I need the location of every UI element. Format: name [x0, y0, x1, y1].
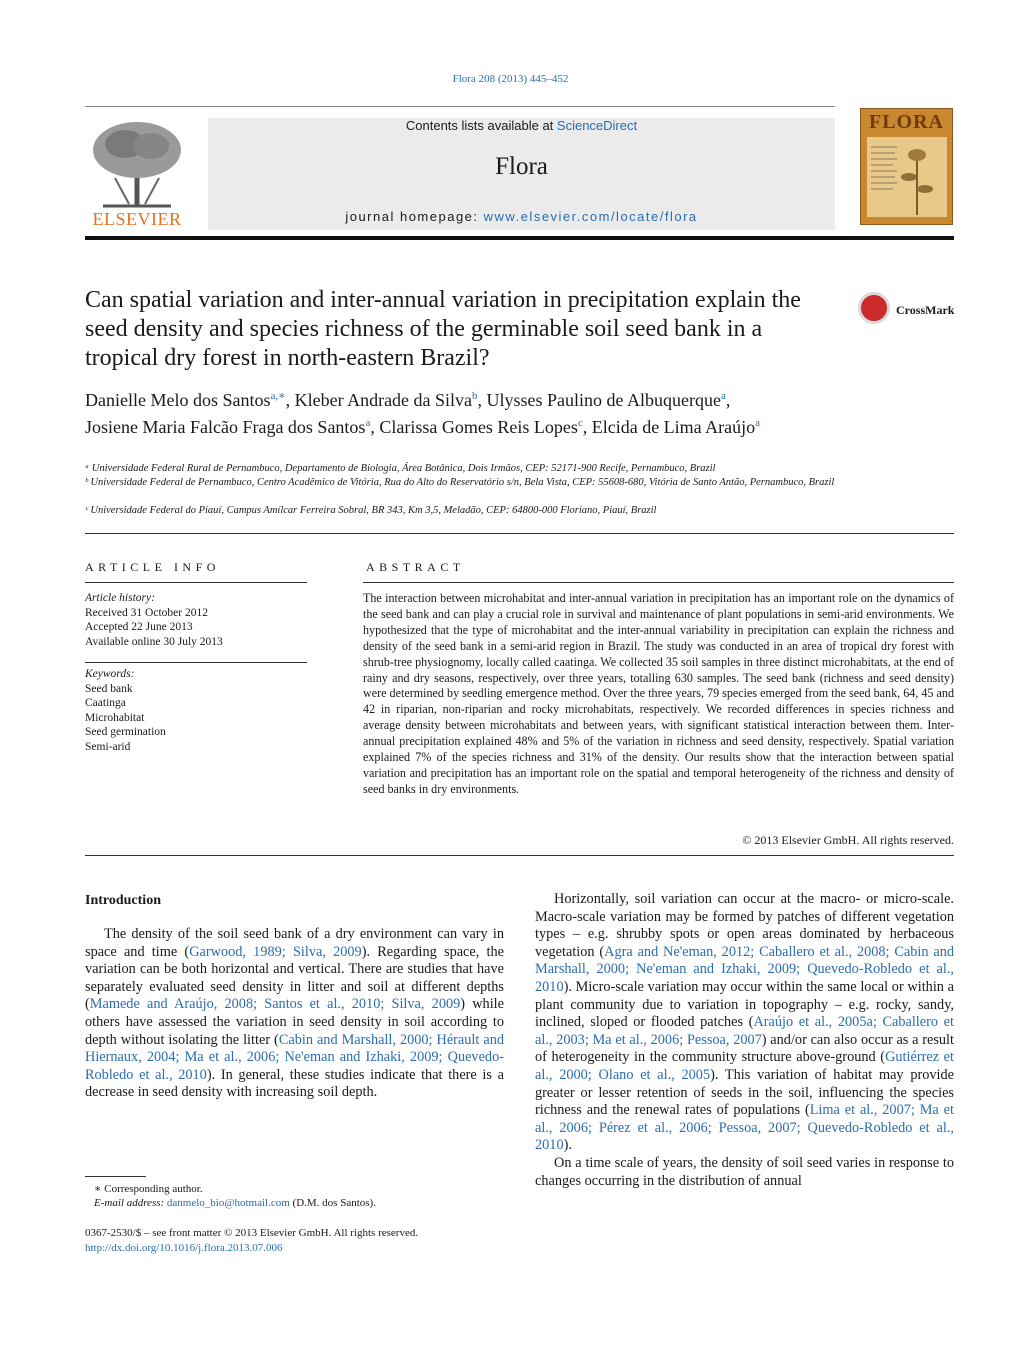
journal-citation[interactable]: Flora 208 (2013) 445–452 [452, 73, 569, 85]
author[interactable] [85, 390, 286, 410]
citation-link[interactable]: Cabin and Marshall, 2000; Hérault and Hiernaux, 2004; Ma et al., 2006; Ne'eman and Izhaki, 2009; Quevedo-Robledo et al., 2010 [85, 1031, 504, 1083]
author[interactable] [379, 417, 582, 437]
keyword: Seed germination [85, 726, 166, 738]
doi-link[interactable]: http://dx.doi.org/10.1016/j.flora.2013.07.006 [85, 1242, 283, 1254]
author-affil-mark[interactable]: c [577, 416, 583, 429]
citation-link[interactable]: Araújo et al., 2005a; Caballero et al., 2003; Ma et al., 2006; Pessoa, 2007 [535, 1014, 954, 1048]
footnote-rule [85, 1176, 146, 1177]
citation-link[interactable]: Agra and Ne'eman, 2012; Caballero et al., 2008; Cabin and Marshall, 2000; Ne'eman and Izhaki, 2009; Quevedo-Robledo et al., 2010 [535, 943, 954, 995]
author-name: Clarissa Gomes Reis Lopes [379, 416, 578, 437]
homepage-link[interactable]: www.elsevier.com/locate/flora [483, 209, 698, 224]
journal-homepage [208, 209, 835, 224]
author-affil-mark[interactable]: a,∗ [270, 390, 286, 402]
intro-paragraph-2 [535, 891, 954, 1155]
journal-title: Flora [495, 153, 548, 180]
corresponding-author-note [94, 1182, 514, 1210]
cover-illustration [867, 137, 947, 217]
keyword: Caatinga [85, 697, 126, 709]
article-history [85, 591, 307, 649]
crossmark-label: CrossMark [896, 303, 955, 317]
author-list [85, 385, 845, 438]
affiliation-a: ᵃ Universidade Federal Rural de Pernambuco, Departamento de Biologia, Área Botânica, Dois Irmãos, CEP: 52171-900 Recife, Pernambuco, Brazil [85, 463, 716, 474]
author[interactable] [487, 390, 726, 410]
author-separator: , [370, 416, 380, 437]
received-date: Received 31 October 2012 [85, 606, 208, 619]
accepted-date: Accepted 22 June 2013 [85, 621, 193, 633]
crossmark-icon [858, 292, 890, 324]
issn-line: 0367-2530/$ – see front matter © 2013 Elsevier GmbH. All rights reserved. [85, 1227, 419, 1239]
abstract-heading: ABSTRACT [366, 560, 465, 574]
author-affil-mark[interactable]: a [721, 390, 726, 402]
text-run: ). Micro-scale variation may occur within the same local or within a plant community due to variation in topography – e.g. rocky, sandy, inclined, sloped or flooded patches ( [535, 978, 954, 1031]
citation-link[interactable]: Mamede and Araújo, 2008; Santos et al., 2010; Silva, 2009 [89, 996, 461, 1013]
text-run: ). [563, 1137, 572, 1154]
crossmark-badge[interactable] [858, 291, 958, 331]
text-run: ) while others have assessed the variation in seed density in soil according to depth without isolating the litter ( [85, 996, 504, 1048]
author[interactable] [85, 417, 370, 437]
intro-right-column [535, 891, 954, 1190]
article-title: Can spatial variation and inter-annual variation in precipitation explain the seed density and species richness of the germinable soil seed bank in a tropical dry forest in north-eastern Brazil? [85, 287, 801, 371]
history-label: Article history: [85, 592, 155, 604]
sciencedirect-link[interactable]: ScienceDirect [556, 118, 638, 133]
section-heading-introduction: Introduction [85, 893, 161, 908]
affiliation-rule [85, 533, 954, 534]
abstract-copyright: © 2013 Elsevier GmbH. All rights reserved. [742, 833, 954, 847]
text-run: ). This variation of habitat may provide greater or lesser retention of seeds in the soil, influencing the species richness and the renewal rates of populations ( [535, 1066, 954, 1119]
citation-link[interactable]: Lima et al., 2007; Ma et al., 2006; Pérez et al., 2006; Pessoa, 2007; Quevedo-Robledo et al., 2010 [535, 1102, 954, 1154]
corresponding-label: ∗ Corresponding author. [94, 1183, 203, 1195]
author-affil-mark[interactable]: b [472, 390, 478, 402]
intro-paragraph-1 [85, 926, 504, 1102]
text-run: On a time scale of years, the density of soil seed varies in response to changes occurring in the distribution of annual [535, 1154, 954, 1189]
author-separator: , [582, 416, 592, 437]
author-name: Danielle Melo dos Santos [85, 390, 271, 410]
text-run: The density of the soil seed bank of a dry environment can vary in space and time ( [85, 926, 504, 960]
text-run: ). In general, these studies indicate that there is a decrease in seed density with increasing soil depth. [85, 1066, 504, 1101]
keywords-label: Keywords: [85, 668, 135, 680]
author[interactable] [295, 390, 478, 410]
abstract-text: The interaction between microhabitat and inter-annual variation in precipitation has an important role on the dynamics of the seed bank and can play a crucial role in survival and maintenance of plant populations in semi-arid environments. We hypothesized that the type of microhabitat and the inter-annual variability in precipitation can explain the richness and density of the seed bank in a semi-arid region in Brazil. The study was conducted in an area of tropical dry forest with shrub-tree physiognomy, locally called caatinga. We collected 35 soil samples in three distinct microhabitats, at the end of rainy and dry seasons, respectively, over three years, totalling 630 samples. The seed bank (richness and seed density) were determined by seedling emergence method. Over the three years, 79 species emerged from the seed bank, 64, 45 and 42 in riparian, non-riparian and rocky microhabitats, respectively. We recorded differences in species richness and average density between microhabitats and between years, with significant statistical interaction between them. Inter-annual precipitation explained 48% and 5% of the variation in richness and seed density, respectively. Spatial variation explained 7% of the species richness and 31% of the density. Our results show that the interaction between spatial variation and precipitation has an important role on the spatial and temporal heterogeneity of the richness and density of seed banks in dry environments. [363, 591, 954, 796]
text-run: Horizontally, soil variation can occur at the macro- or micro-scale. Macro-scale variation may be formed by patches of different vegetation types – e.g. shrubby spots or open areas dominated by herbaceous vegetation ( [535, 891, 954, 960]
email-line [94, 1196, 514, 1210]
keywords-rule [85, 662, 307, 663]
affiliation-b: ᵇ Universidade Federal de Pernambuco, Centro Acadêmico de Vitória, Rua do Alto do Reservatório s/n, Bela Vista, CEP: 55608-680, Vitória de Santo Antão, Pernambuco, Brazil [85, 477, 835, 488]
author-name: Josiene Maria Falcão Fraga dos Santos [85, 416, 366, 437]
plant-illustration-icon [867, 137, 947, 217]
homepage-prefix: journal homepage: [345, 209, 484, 224]
contents-prefix: Contents lists available at [405, 118, 557, 133]
header-thick-rule [85, 236, 954, 240]
author-affil-mark[interactable]: a [365, 416, 371, 429]
author-separator: , [725, 390, 731, 410]
publisher-name: ELSEVIER [92, 209, 182, 229]
keyword: Seed bank [85, 682, 133, 695]
elsevier-tree-icon [85, 118, 189, 210]
email-label: E-mail address: [94, 1197, 167, 1209]
author[interactable] [592, 417, 760, 437]
online-date: Available online 30 July 2013 [85, 635, 223, 648]
elsevier-logo[interactable] [85, 118, 189, 230]
text-run: ). Regarding space, the variation can be both horizontal and vertical. There are studies that have separately evaluated seed density in litter and soil at different depths ( [85, 943, 504, 1013]
author-name: Elcida de Lima Araújo [591, 416, 756, 437]
article-info-heading: ARTICLE INFO [85, 560, 220, 574]
citation-link[interactable]: Garwood, 1989; Silva, 2009 [189, 943, 362, 960]
author-separator: , [477, 390, 487, 410]
email-link[interactable]: danmelo_bio@hotmail.com [166, 1197, 290, 1209]
article-info-rule [85, 582, 307, 583]
abstract-rule [363, 582, 954, 583]
keywords-block [85, 667, 307, 754]
intro-left-column [85, 926, 504, 1102]
cover-title: FLORA [869, 111, 944, 133]
author-name: Kleber Andrade da Silva [294, 390, 473, 410]
author-separator: , [285, 390, 295, 410]
text-run: ) and/or can also occur as a result of heterogeneity in the community structure above-ground ( [535, 1031, 954, 1066]
keyword: Semi-arid [85, 740, 131, 753]
journal-cover[interactable] [860, 108, 953, 225]
header-rule [85, 106, 835, 107]
email-suffix: (D.M. dos Santos). [289, 1197, 376, 1209]
keyword: Microhabitat [85, 711, 145, 724]
abstract-bottom-rule [85, 855, 954, 856]
intro-paragraph-3 [535, 1155, 954, 1190]
author-affil-mark[interactable]: a [755, 416, 761, 429]
citation-link[interactable]: Gutiérrez et al., 2000; Olano et al., 2005 [535, 1049, 954, 1083]
author-name: Ulysses Paulino de Albuquerque [486, 390, 722, 410]
affiliation-c: ᶜ Universidade Federal do Piauí, Campus Amílcar Ferreira Sobral, BR 343, Km 3,5, Meladão, CEP: 64800-000 Floriano, Piauí, Brazil [85, 505, 657, 516]
contents-line [208, 118, 835, 133]
